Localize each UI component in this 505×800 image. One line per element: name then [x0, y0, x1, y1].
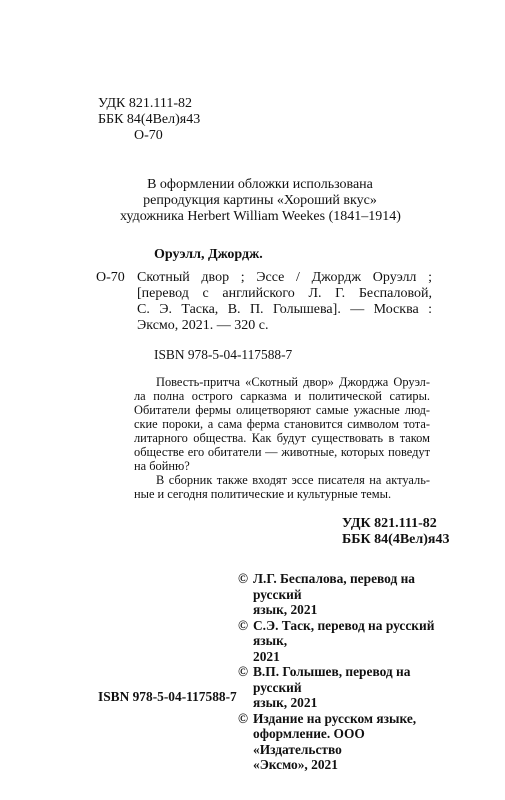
copyright-item [238, 571, 438, 618]
copyright-line: язык, 2021 [253, 602, 318, 617]
cover-credit-line: В оформлении обложки использована [147, 177, 373, 192]
annotation-line: ла полна острого сарказма и политической сатиры. [134, 389, 430, 403]
copyright-line: оформление. ООО «Издательство [253, 726, 365, 757]
author-heading: Оруэлл, Джордж. [154, 247, 263, 262]
description-line: С. Э. Таска, В. П. Голышева]. — Москва : [137, 302, 432, 317]
annotation-line: В сборник также входят эссе писателя на актуаль- [156, 473, 430, 487]
top-udk: УДК 821.111-82 [98, 96, 193, 111]
cover-credit-line: художника Herbert William Weekes (1841–1914) [120, 209, 401, 224]
top-bbk: ББК 84(4Вел)я43 [98, 112, 201, 127]
copyright-symbol: © [238, 571, 249, 586]
copyright-symbol: © [238, 710, 249, 726]
copyright-line: Издание на русском языке, [253, 710, 417, 726]
annotation [134, 375, 430, 501]
description-line: Эксмо, 2021. — 320 с. [137, 318, 269, 333]
top-index-block [98, 96, 200, 144]
annotation-paragraph-1 [134, 375, 430, 473]
bottom-bbk: ББК 84(4Вел)я43 [342, 532, 450, 547]
copyright-symbol: © [238, 664, 249, 679]
cover-credit-line: репродукция картины «Хороший вкус» [143, 193, 377, 208]
cover-credit [120, 177, 400, 225]
copyright-block [238, 571, 438, 773]
annotation-paragraph-2 [134, 473, 430, 501]
bibliographic-isbn: ISBN 978-5-04-117588-7 [154, 347, 293, 362]
bibliographic-author-mark: О-70 [96, 270, 125, 285]
copyright-item [238, 711, 438, 773]
copyright-item [238, 618, 438, 665]
annotation-line: обществе его обитатели — животные, которых поведут [134, 445, 430, 459]
annotation-line: литарного общества. Как будут существовать в таком [134, 431, 430, 445]
copyright-line: 2021 [253, 648, 280, 664]
bottom-index-block [342, 516, 449, 548]
copyright-symbol: © [238, 617, 249, 633]
annotation-line: ные и сегодня политические и культурные темы. [134, 487, 392, 501]
copyright-item [238, 664, 438, 711]
bibliographic-description [137, 270, 432, 334]
copyright-line: «Эксмо», 2021 [253, 757, 338, 772]
bottom-isbn: ISBN 978-5-04-117588-7 [98, 689, 237, 704]
annotation-line: ские пороки, а сама ферма становится символом тота- [134, 417, 430, 431]
copyright-line: Л.Г. Беспалова, перевод на русский [253, 571, 415, 602]
description-line: Скотный двор ; Эссе / Джордж Оруэлл ; [137, 270, 432, 285]
description-line: [перевод с английского Л. Г. Беспаловой, [137, 286, 432, 301]
copyright-line: В.П. Голышев, перевод на русский [253, 664, 411, 695]
annotation-line: Обитатели фермы олицетворяют самые ужасные люд- [134, 403, 430, 417]
annotation-line: Повесть-притча «Скотный двор» Джорджа Оруэл- [156, 375, 430, 389]
copyright-line: язык, 2021 [253, 695, 318, 710]
top-author-mark: О-70 [134, 128, 163, 143]
copyright-line: С.Э. Таск, перевод на русский язык, [253, 617, 435, 648]
annotation-line: на бойню? [134, 459, 190, 473]
bottom-udk: УДК 821.111-82 [342, 516, 437, 531]
